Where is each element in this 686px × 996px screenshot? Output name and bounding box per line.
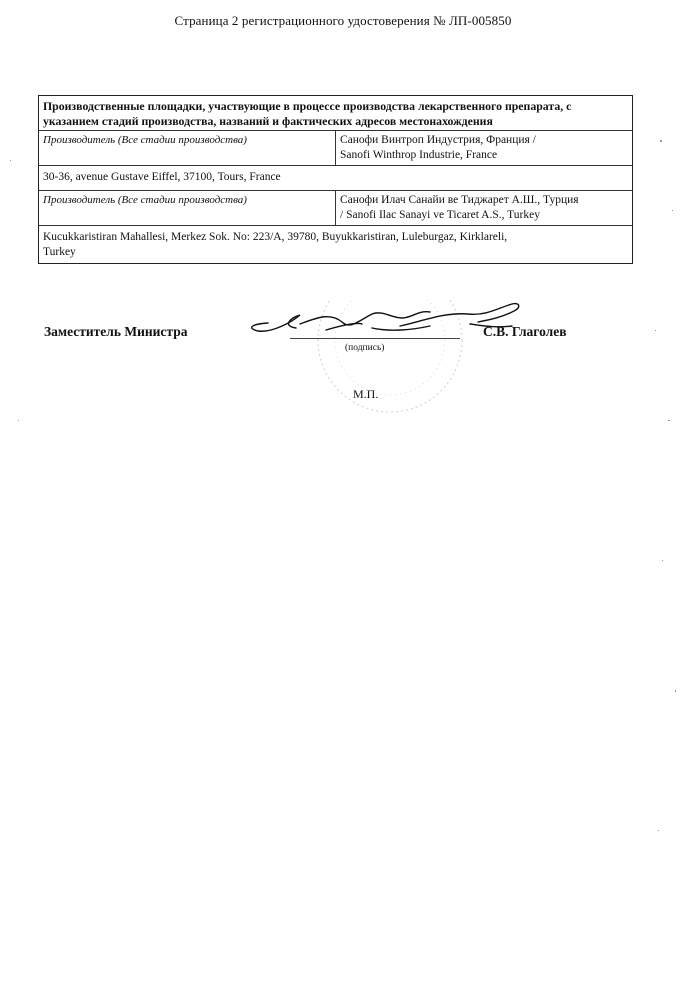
scan-speck <box>668 420 670 421</box>
signer-title: Заместитель Министра <box>44 324 188 339</box>
stamp-place-label: М.П. <box>353 387 379 401</box>
address-line: Kucukkaristiran Mahallesi, Merkez Sok. No: 223/A, 39780, Buyukkaristiran, Luleburgaz, Kirklareli, <box>43 231 508 244</box>
manufacturer-name-ru: Санофи Илач Санайи ве Тиджарет А.Ш., Турция <box>340 194 579 207</box>
table-row <box>39 190 632 225</box>
manufacturer-name-ru: Санофи Винтроп Индустрия, Франция / <box>340 134 536 147</box>
signer-name: С.В. Глаголев <box>483 324 567 339</box>
scan-speck <box>672 210 673 211</box>
scan-speck <box>662 560 663 561</box>
manufacturer-name <box>336 191 632 225</box>
scan-speck <box>655 330 656 331</box>
manufacturer-address: 30-36, avenue Gustave Eiffel, 37100, Tours, France <box>43 171 281 184</box>
signature-line <box>290 338 460 339</box>
address-line: Turkey <box>43 246 76 259</box>
manufacturer-name <box>336 131 632 165</box>
signature-and-stamp-graphic <box>0 300 686 430</box>
manufacturer-name-en: / Sanofi Ilac Sanayi ve Ticaret A.S., Turkey <box>340 209 540 222</box>
scan-speck <box>660 140 662 142</box>
scan-speck <box>10 160 11 161</box>
official-stamp <box>318 300 462 412</box>
manufacturer-role: Производитель (Все стадии производства) <box>39 191 336 225</box>
table-row <box>39 130 632 165</box>
handwritten-signature <box>252 304 519 332</box>
table-row <box>39 225 632 263</box>
scan-speck <box>658 830 659 831</box>
table-heading: Производственные площадки, участвующие в процессе производства лекарственного препарата, с указанием стадий производства, названий и фактических адресов местонахождения <box>43 99 572 128</box>
scan-speck <box>675 690 676 692</box>
signature-block <box>0 300 686 430</box>
scan-speck <box>18 420 19 421</box>
manufacturer-address <box>39 226 632 263</box>
table-heading-row <box>39 96 632 130</box>
signature-caption: (подпись) <box>345 343 385 353</box>
manufacturing-sites-table <box>38 95 633 264</box>
manufacturer-name-en: Sanofi Winthrop Industrie, France <box>340 149 498 162</box>
page-header: Страница 2 регистрационного удостоверения № ЛП-005850 <box>174 13 512 28</box>
table-row <box>39 165 632 190</box>
manufacturer-role: Производитель (Все стадии производства) <box>39 131 336 165</box>
